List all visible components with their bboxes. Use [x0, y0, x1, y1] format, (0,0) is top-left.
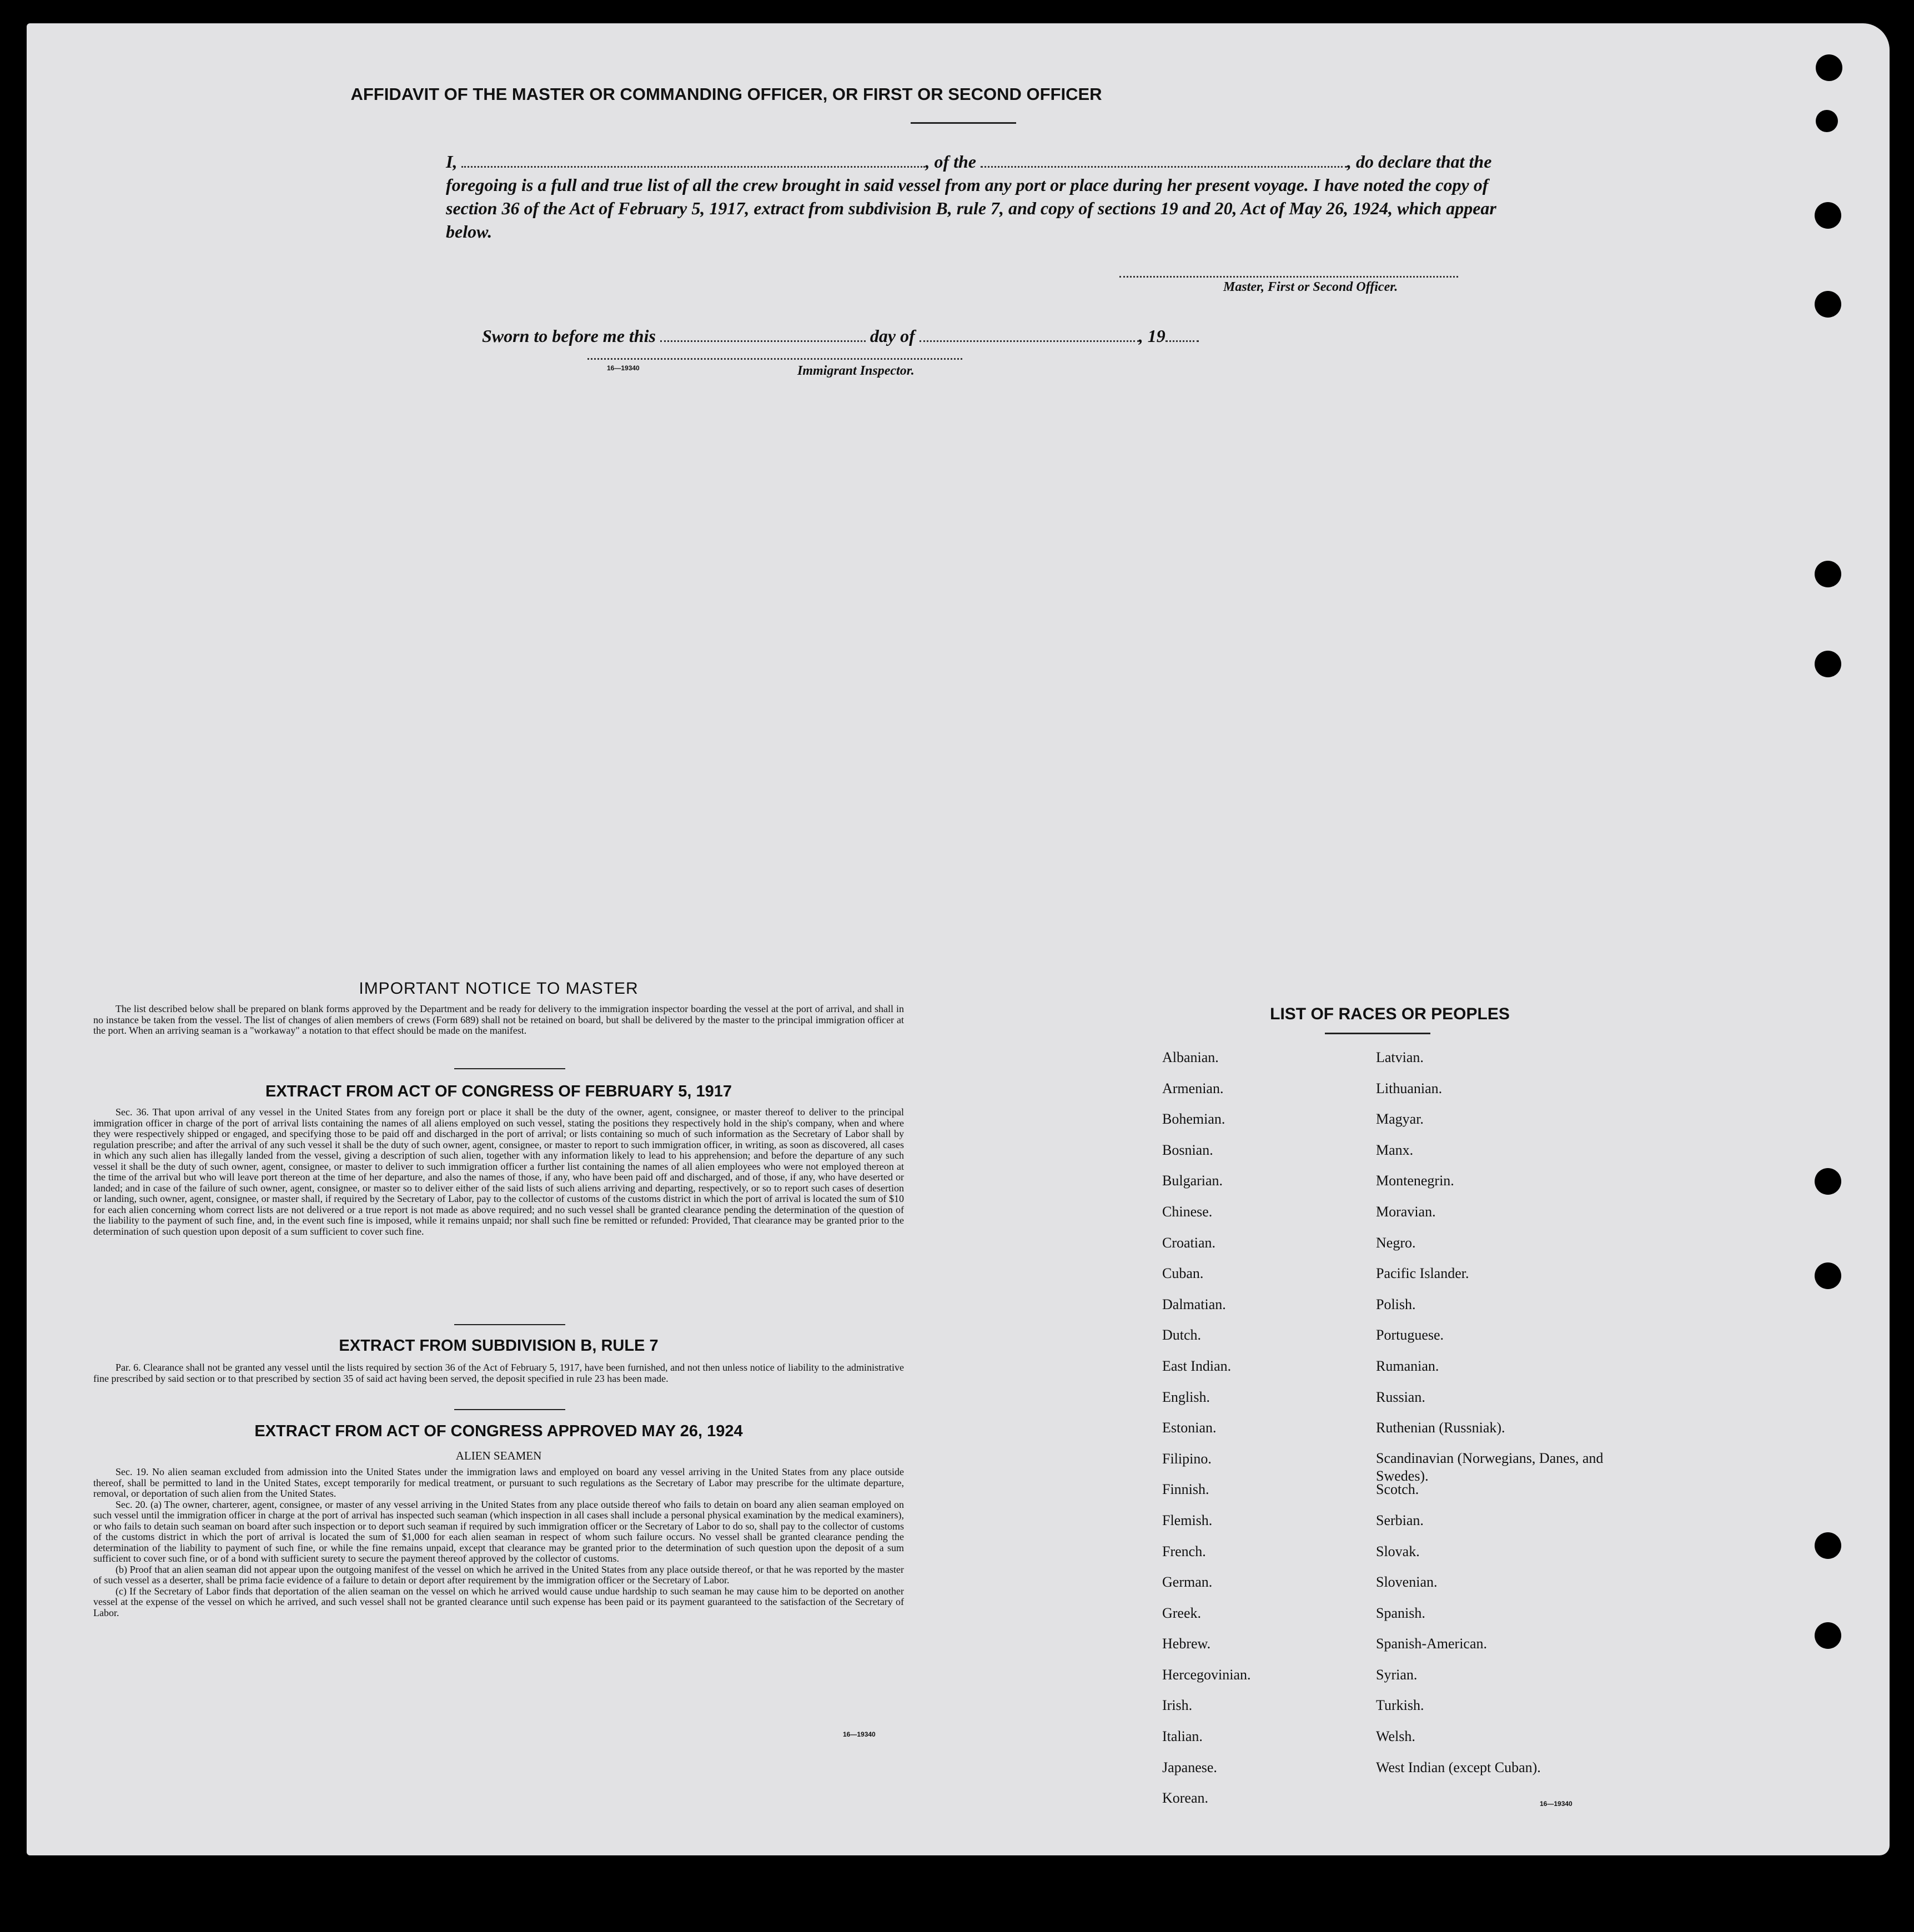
sworn-month-blank[interactable] [920, 336, 1139, 342]
race-item: English. [1162, 1388, 1210, 1405]
binder-hole [1815, 651, 1841, 677]
notice-text [93, 1004, 904, 1037]
race-item: Syrian. [1376, 1666, 1418, 1683]
section-divider [454, 1324, 565, 1325]
inspector-signature-label: Immigrant Inspector. [797, 364, 915, 378]
race-item: Slovenian. [1376, 1574, 1438, 1591]
document-page [27, 23, 1890, 1855]
binder-hole [1816, 54, 1842, 81]
race-item: Chinese. [1162, 1203, 1213, 1220]
race-item: Montenegrin. [1376, 1173, 1454, 1189]
race-item: Filipino. [1162, 1450, 1212, 1467]
race-item: Estonian. [1162, 1420, 1217, 1436]
race-item: Polish. [1376, 1296, 1416, 1312]
section-20a-paragraph: Sec. 20. (a) The owner, charterer, agent, consignee, or master of any vessel arriving in the United States from any place outside thereof who fails to detain on board any alien seaman employed on such vessel until the immigration officer in charge at the port of arrival has inspected such seaman (which inspection in all cases shall include a personal physical examination by the medical examiners), or who fails to detain such seaman on board after such inspection or to deport such seaman if required by such immigration officer or the Secretary of Labor to do so, shall pay to the collector of customs of the customs district in which the port of arrival is located the sum of $1,000 for each alien seaman in respect of whom such failure occurs. No vessel shall be granted clearance pending the determination of the liability to payment of such fine, or while the fine remains unpaid, except that clearance may be granted prior to the determination of such question upon the deposit of a sum sufficient to cover such fine, or of a bond with sufficient surety to secure the payment thereof approved by the collector of customs. [93, 1498, 904, 1564]
race-item: Bosnian. [1162, 1141, 1213, 1158]
section-20b-paragraph: (b) Proof that an alien seaman did not appear upon the outgoing manifest of the vessel on which he arrived in the United States from any place outside thereof, or that he was reported by the master of such vessel as a deserter, shall be prima facie evidence of a failure to detain or deport after requirement by the immigration officer or the Secretary of Labor. [93, 1563, 904, 1586]
paragraph-6: Par. 6. Clearance shall not be granted any vessel until the lists required by section 36 of the Act of February 5, 1917, have been furnished, and not then unless notice of liability to the administrative fine prescribed by said section or to that prescribed by section 35 of said act having been served, the deposit specified in rule 23 has been made. [93, 1362, 904, 1384]
race-item: Serbian. [1376, 1512, 1424, 1528]
race-item: Cuban. [1162, 1265, 1204, 1282]
races-right-column [1376, 1048, 1609, 1789]
race-item: Korean. [1162, 1790, 1209, 1807]
races-divider [1325, 1033, 1430, 1034]
title-divider [911, 122, 1016, 124]
race-item: Spanish. [1376, 1604, 1425, 1621]
race-item: East Indian. [1162, 1357, 1232, 1374]
sworn-year-prefix: , 19 [1138, 326, 1166, 346]
race-item: Hercegovinian. [1162, 1666, 1251, 1683]
extract-1924-title: EXTRACT FROM ACT OF CONGRESS APPROVED MAY 26, 1924 [254, 1422, 743, 1440]
binder-hole [1815, 1262, 1841, 1289]
race-item: Armenian. [1162, 1080, 1224, 1096]
affidavit-do-declare: , do declare [1347, 152, 1431, 172]
form-number: 16—19340 [607, 364, 640, 372]
form-number: 16—19340 [1540, 1800, 1573, 1808]
race-item: Welsh. [1376, 1728, 1415, 1745]
race-item: German. [1162, 1574, 1213, 1591]
races-left-column [1162, 1048, 1251, 1820]
race-item: Finnish. [1162, 1481, 1209, 1498]
race-item: Bohemian. [1162, 1111, 1225, 1128]
affidavit-title: AFFIDAVIT OF THE MASTER OR COMMANDING OFFICER, OR FIRST OR SECOND OFFICER [350, 84, 1102, 104]
extract-rule7-text [93, 1362, 904, 1384]
name-blank[interactable] [461, 162, 925, 168]
notice-paragraph: The list described below shall be prepared on blank forms approved by the Department and be ready for delivery to the immigration inspector boarding the vessel at the port of arrival, and shall in no instance be taken from the vessel. The list of changes of alien members of crews (Form 689) shall not be retained on board, but shall be delivered by the master to the principal immigration officer at the port. When an arriving seaman is a "workaway" a notation to that effect should be made on the manifest. [93, 1003, 904, 1036]
sworn-line [482, 326, 1199, 346]
race-item: Moravian. [1376, 1203, 1436, 1220]
race-item: Slovak. [1376, 1543, 1420, 1559]
sworn-day-blank[interactable] [660, 336, 866, 342]
vessel-blank[interactable] [981, 162, 1347, 168]
race-item: Spanish-American. [1376, 1636, 1488, 1652]
binder-hole [1815, 291, 1841, 318]
race-item: Manx. [1376, 1141, 1414, 1158]
race-item: Pacific Islander. [1376, 1265, 1469, 1282]
race-item: Dalmatian. [1162, 1296, 1226, 1312]
form-number: 16—19340 [843, 1730, 876, 1738]
race-item: Latvian. [1376, 1049, 1424, 1065]
race-item: Negro. [1376, 1234, 1416, 1251]
race-item: Rumanian. [1376, 1357, 1439, 1374]
extract-rule7-title: EXTRACT FROM SUBDIVISION B, RULE 7 [339, 1337, 659, 1355]
race-item: Scandinavian (Norwegians, Danes, and Swedes). [1376, 1450, 1604, 1484]
affidavit-text: that the foregoing is a full and true list of all the crew brought in said vessel from any port or place during her present voyage. I have noted the copy of section 36 of the Act of February 5, 1917, extract from subdivision B, rule 7, and copy of sections 19 and 20, Act of May 26, 1924, which appear below. [446, 152, 1496, 242]
sworn-prefix: Sworn to before me this [482, 326, 656, 346]
race-item: Scotch. [1376, 1481, 1419, 1498]
race-item: Irish. [1162, 1697, 1193, 1714]
races-title: LIST OF RACES OR PEOPLES [1270, 1005, 1510, 1023]
notice-title: IMPORTANT NOTICE TO MASTER [359, 979, 639, 998]
race-item: French. [1162, 1543, 1206, 1559]
alien-seamen-subtitle: ALIEN SEAMEN [455, 1449, 542, 1462]
race-item: Greek. [1162, 1604, 1202, 1621]
race-item: Italian. [1162, 1728, 1203, 1745]
master-signature-label: Master, First or Second Officer. [1223, 280, 1398, 294]
binder-hole [1815, 202, 1841, 229]
binder-hole [1815, 1532, 1841, 1559]
inspector-signature-line[interactable] [587, 358, 962, 360]
section-divider [454, 1409, 565, 1410]
race-item: Lithuanian. [1376, 1080, 1443, 1096]
affidavit-i-label: I, [446, 152, 458, 172]
binder-hole [1815, 1168, 1841, 1195]
affidavit-of-the: , of the [925, 152, 976, 172]
race-item: Hebrew. [1162, 1636, 1211, 1652]
race-item: Turkish. [1376, 1697, 1424, 1714]
section-20c-paragraph: (c) If the Secretary of Labor finds that deportation of the alien seaman on the vessel on which he arrived would cause undue hardship to such seaman he may cause him to be deported on another vessel at the expense of the vessel on which he arrived, and such vessel shall not be granted clearance until such expense has been paid or its payment guaranteed to the satisfaction of the Secretary of Labor. [93, 1585, 904, 1618]
binder-hole [1815, 1622, 1841, 1649]
race-item: Bulgarian. [1162, 1173, 1223, 1189]
race-item: Dutch. [1162, 1327, 1202, 1344]
extract-1924-text [93, 1467, 904, 1618]
race-item: Portuguese. [1376, 1327, 1444, 1344]
race-item: West Indian (except Cuban). [1376, 1759, 1541, 1775]
race-item: Russian. [1376, 1388, 1425, 1405]
binder-hole [1815, 561, 1841, 587]
race-item: Flemish. [1162, 1512, 1213, 1528]
race-item: Japanese. [1162, 1759, 1217, 1775]
race-item: Croatian. [1162, 1234, 1216, 1251]
race-item: Ruthenian (Russniak). [1376, 1420, 1505, 1436]
section-divider [454, 1068, 565, 1069]
sworn-day-of: day of [870, 326, 915, 346]
race-item: Magyar. [1376, 1111, 1424, 1128]
extract-1917-title: EXTRACT FROM ACT OF CONGRESS OF FEBRUARY 5, 1917 [265, 1083, 732, 1100]
master-signature-line[interactable] [1119, 276, 1458, 278]
sworn-year-blank[interactable] [1166, 336, 1199, 342]
affidavit-statement [446, 150, 1518, 243]
binder-hole [1816, 110, 1838, 132]
section-19-paragraph: Sec. 19. No alien seaman excluded from admission into the United States under the immigration laws and employed on board any vessel arriving in the United States from any place outside thereof, shall be permitted to land in the United States, except temporarily for medical treatment, or pursuant to such regulations as the Secretary of Labor may prescribe for the ultimate departure, removal, or deportation of such alien from the United States. [93, 1466, 904, 1499]
race-item: Albanian. [1162, 1049, 1219, 1065]
extract-1917-text [93, 1107, 904, 1237]
section-36-paragraph: Sec. 36. That upon arrival of any vessel in the United States from any foreign port or place it shall be the duty of the owner, agent, consignee, or master thereof to deliver to the principal immigration officer in charge of the port of arrival lists containing the names of all aliens employed on such vessel, stating the positions they respectively hold in the ship's company, when and where they were respectively shipped or engaged, and specifying those to be paid off and discharged in the port of arrival; or lists containing so much of such information as the Secretary of Labor shall by regulation prescribe; and after the arrival of any such vessel it shall be the duty of such owner, agent, consignee, or master to report to such immigration officer, in writing, as soon as discovered, all cases in which any such alien has illegally landed from the vessel, giving a description of such alien, together with any information likely to lead to his apprehension; and before the departure of any such vessel it shall be the duty of such owner, agent, consignee, or master to deliver to such immigration officer a further list containing the names of all alien employees who were not employed thereon at the time of the arrival but who will leave port thereon at the time of her departure, and also the names of those, if any, who have been paid off and discharged, and of those, if any, who have deserted or landed; and in case of the failure of such owner, agent, consignee, or master so to deliver either of the said lists of such aliens arriving and departing, respectively, or so to report such cases of desertion or landing, such owner, agent, consignee, or master shall, if required by the Secretary of Labor, pay to the collector of customs of the customs district in which the port of arrival is located the sum of $10 for each alien concerning whom correct lists are not delivered or a true report is not made as above required; and no such vessel shall be granted clearance pending the determination of the question of the liability to the payment of such fine, and, in the event such fine is imposed, while it remains unpaid; nor shall such fine be remitted or refunded: Provided, That clearance may be granted prior to the determination of such question upon deposit of a sum sufficient to cover such fine. [93, 1106, 904, 1237]
